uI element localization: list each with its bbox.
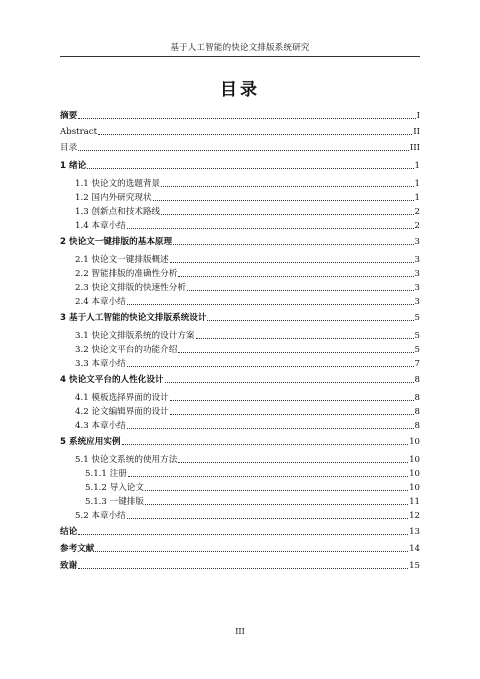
header-rule bbox=[60, 56, 420, 57]
toc-entry[interactable] bbox=[60, 342, 420, 356]
toc-entry[interactable] bbox=[60, 508, 420, 522]
toc-leader-dots bbox=[78, 118, 415, 119]
toc-entry-page: 1 bbox=[414, 193, 420, 203]
toc-entry[interactable] bbox=[60, 280, 420, 294]
toc-entry-label: 5.1.1 注册 bbox=[85, 469, 127, 479]
toc-leader-dots bbox=[78, 150, 409, 151]
toc-entry-label: 结论 bbox=[60, 527, 78, 537]
toc-entry-page: 3 bbox=[414, 237, 420, 247]
toc-entry-label: 3 基于人工智能的快论文排版系统设计 bbox=[60, 313, 207, 323]
toc-entry-page: 8 bbox=[414, 407, 420, 417]
toc-entry-page: 7 bbox=[414, 359, 420, 369]
toc-entry[interactable] bbox=[60, 494, 420, 508]
toc-entry-page: 8 bbox=[414, 375, 420, 385]
toc-entry-page: 5 bbox=[414, 313, 420, 323]
toc-entry[interactable] bbox=[60, 140, 420, 154]
toc-entry-label: 5 系统应用实例 bbox=[60, 437, 121, 447]
toc-entry-label: 4.2 论文编辑界面的设计 bbox=[75, 407, 169, 417]
toc-leader-dots bbox=[98, 134, 412, 135]
toc-entry-label: 5.2 本章小结 bbox=[75, 511, 126, 521]
toc-leader-dots bbox=[127, 366, 414, 367]
toc-entry-page: II bbox=[413, 127, 420, 137]
toc-entry-page: I bbox=[416, 111, 420, 121]
toc-entry-label: 2 快论文一键排版的基本原理 bbox=[60, 237, 173, 247]
toc-leader-dots bbox=[78, 534, 408, 535]
toc-leader-dots bbox=[178, 352, 413, 353]
toc-leader-dots bbox=[127, 304, 414, 305]
toc-entry-label: 3.3 本章小结 bbox=[75, 359, 126, 369]
toc-entry-page: 12 bbox=[409, 511, 420, 521]
toc-entry[interactable] bbox=[60, 328, 420, 342]
toc-entry-label: 1.3 创新点和技术路线 bbox=[75, 207, 161, 217]
toc-entry[interactable] bbox=[60, 390, 420, 404]
toc-entry-page: 14 bbox=[409, 544, 420, 554]
toc-entry-page: 3 bbox=[414, 283, 420, 293]
toc-entry-label: 1.2 国内外研究现状 bbox=[75, 193, 152, 203]
toc-title: 目录 bbox=[220, 80, 260, 100]
toc-entry[interactable] bbox=[60, 524, 420, 538]
toc-entry-label: 5.1.2 导入论文 bbox=[85, 483, 144, 493]
toc-leader-dots bbox=[127, 428, 414, 429]
toc-entry[interactable] bbox=[60, 124, 420, 138]
toc-entry-page: 11 bbox=[409, 497, 420, 507]
toc-entry-label: 目录 bbox=[60, 143, 78, 153]
toc-leader-dots bbox=[145, 490, 408, 491]
toc-leader-dots bbox=[165, 382, 414, 383]
toc-entry[interactable] bbox=[60, 310, 420, 324]
toc-leader-dots bbox=[170, 414, 414, 415]
toc-entry-page: 2 bbox=[414, 221, 420, 231]
toc-entry-label: 2.1 快论文一键排版概述 bbox=[75, 255, 169, 265]
toc-entry-label: 摘要 bbox=[60, 111, 78, 121]
toc-entry-page: III bbox=[409, 143, 420, 153]
toc-entry-page: 1 bbox=[414, 179, 420, 189]
toc-entry-label: 参考文献 bbox=[60, 544, 95, 554]
toc-entry-page: 5 bbox=[414, 345, 420, 355]
toc-leader-dots bbox=[127, 228, 414, 229]
toc-entry[interactable] bbox=[60, 176, 420, 190]
toc-entry-label: 1.1 快论文的选题背景 bbox=[75, 179, 161, 189]
toc-entry-page: 15 bbox=[409, 561, 420, 571]
toc-entry[interactable] bbox=[60, 558, 420, 572]
toc-leader-dots bbox=[87, 168, 413, 169]
toc-entry[interactable] bbox=[60, 372, 420, 386]
toc-entry[interactable] bbox=[60, 418, 420, 432]
toc-entry[interactable] bbox=[60, 452, 420, 466]
toc-entry-page: 3 bbox=[414, 255, 420, 265]
toc-leader-dots bbox=[161, 214, 413, 215]
toc-leader-dots bbox=[95, 551, 408, 552]
toc-entry-page: 3 bbox=[414, 297, 420, 307]
toc-entry[interactable] bbox=[60, 541, 420, 555]
running-header: 基于人工智能的快论文排版系统研究 bbox=[170, 43, 310, 53]
toc-leader-dots bbox=[178, 276, 413, 277]
toc-entry[interactable] bbox=[60, 234, 420, 248]
toc-entry[interactable] bbox=[60, 434, 420, 448]
toc-entry[interactable] bbox=[60, 218, 420, 232]
toc-leader-dots bbox=[127, 518, 408, 519]
toc-entry-label: 4.3 本章小结 bbox=[75, 421, 126, 431]
toc-entry-page: 1 bbox=[414, 161, 420, 171]
toc-entry-page: 8 bbox=[414, 393, 420, 403]
toc-entry-page: 8 bbox=[414, 421, 420, 431]
toc-leader-dots bbox=[178, 462, 408, 463]
toc-entry-label: 1.4 本章小结 bbox=[75, 221, 126, 231]
toc-entry-page: 10 bbox=[409, 469, 420, 479]
toc-leader-dots bbox=[128, 476, 408, 477]
toc-entry-label: 5.1.3 一键排版 bbox=[85, 497, 144, 507]
toc-entry-label: 5.1 快论文系统的使用方法 bbox=[75, 455, 178, 465]
toc-entry-label: 2.2 智能排版的准确性分析 bbox=[75, 269, 178, 279]
toc-entry[interactable] bbox=[60, 356, 420, 370]
toc-leader-dots bbox=[122, 444, 409, 445]
toc-entry-label: 4.1 模板选择界面的设计 bbox=[75, 393, 169, 403]
toc-leader-dots bbox=[196, 338, 414, 339]
toc-entry-label: Abstract bbox=[60, 127, 98, 137]
toc-entry-label: 2.3 快论文排版的快速性分析 bbox=[75, 283, 186, 293]
toc-entry-label: 2.4 本章小结 bbox=[75, 297, 126, 307]
toc-leader-dots bbox=[145, 504, 408, 505]
toc-leader-dots bbox=[173, 244, 413, 245]
toc-entry-page: 10 bbox=[409, 483, 420, 493]
toc-leader-dots bbox=[207, 320, 413, 321]
toc-entry-page: 13 bbox=[409, 527, 420, 537]
toc-entry[interactable] bbox=[60, 204, 420, 218]
toc-entry[interactable] bbox=[60, 480, 420, 494]
toc-entry[interactable] bbox=[60, 404, 420, 418]
toc-entry-page: 10 bbox=[409, 437, 420, 447]
toc-entry-page: 3 bbox=[414, 269, 420, 279]
toc-entry[interactable] bbox=[60, 466, 420, 480]
toc-entry[interactable] bbox=[60, 294, 420, 308]
toc-entry-page: 5 bbox=[414, 331, 420, 341]
toc-leader-dots bbox=[170, 262, 414, 263]
toc-leader-dots bbox=[170, 400, 414, 401]
toc-entry[interactable] bbox=[60, 158, 420, 172]
toc-entry[interactable] bbox=[60, 252, 420, 266]
toc-entry-label: 致谢 bbox=[60, 561, 78, 571]
toc-leader-dots bbox=[187, 290, 414, 291]
toc-entry-page: 10 bbox=[409, 455, 420, 465]
toc-entry[interactable] bbox=[60, 266, 420, 280]
toc-entry-label: 3.2 快论文平台的功能介绍 bbox=[75, 345, 178, 355]
toc-entry-page: 2 bbox=[414, 207, 420, 217]
toc-leader-dots bbox=[78, 568, 408, 569]
toc-entry[interactable] bbox=[60, 108, 420, 122]
toc-entry-label: 1 绪论 bbox=[60, 161, 87, 171]
page-number: III bbox=[235, 627, 245, 636]
toc-leader-dots bbox=[153, 200, 414, 201]
toc-entry-label: 3.1 快论文排版系统的设计方案 bbox=[75, 331, 195, 341]
toc-leader-dots bbox=[161, 186, 413, 187]
toc-entry[interactable] bbox=[60, 190, 420, 204]
toc-entry-label: 4 快论文平台的人性化设计 bbox=[60, 375, 164, 385]
